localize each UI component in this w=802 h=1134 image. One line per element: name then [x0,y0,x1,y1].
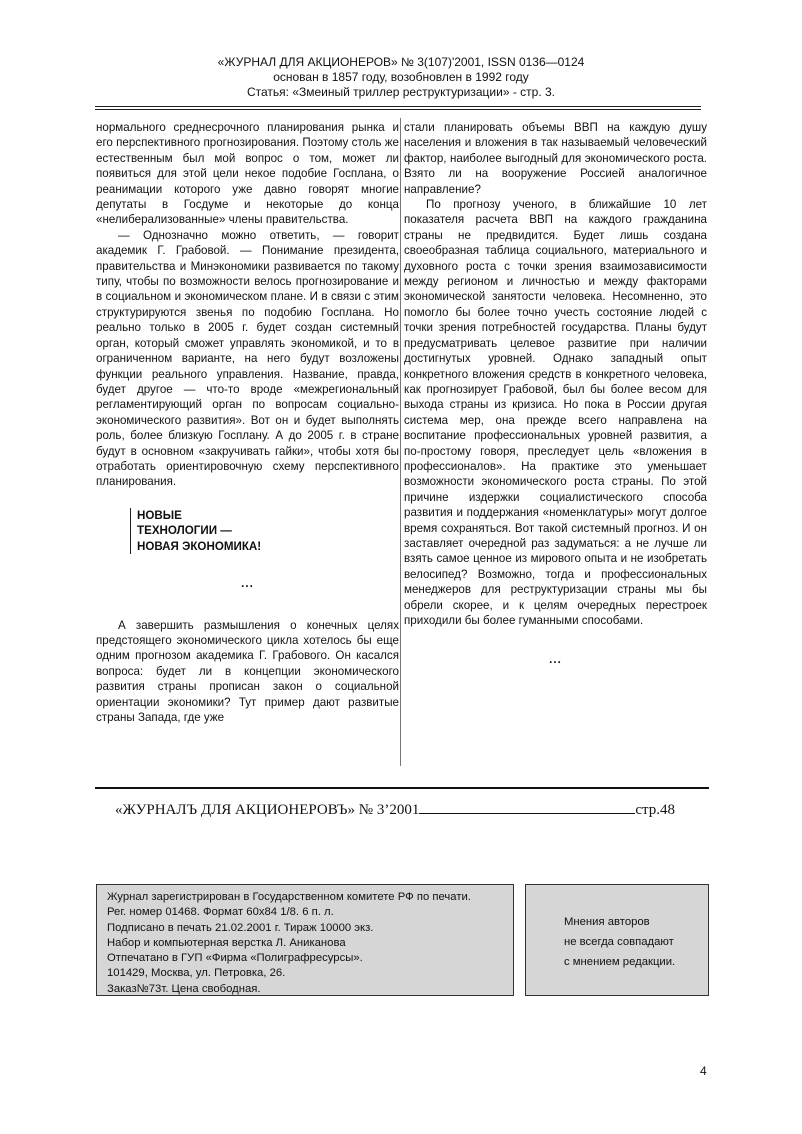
imprint-line: Подписано в печать 21.02.2001 г. Тираж 10000 экз. [107,921,374,934]
heading-line: НОВЫЕ [137,508,182,522]
header-journal-line: «ЖУРНАЛ ДЛЯ АКЦИОНЕРОВ» № 3(107)'2001, ISSN 0136—0124 [217,55,585,69]
journal-header [0,55,802,100]
footer-fill-line [419,799,635,814]
imprint-line: Заказ№73т. Цена свободная. [107,982,261,995]
footer-page-number: стр.48 [635,802,675,818]
imprint-line: Набор и компьютерная верстка Л. Аниканова [107,936,346,949]
page-number: 4 [700,1064,707,1078]
imprint-line: 101429, Москва, ул. Петровка, 26. [107,967,286,980]
journal-footer [115,799,675,819]
paragraph: А завершить размышления о конечных целях предстоящего экономического цикла хотелось бы еще одним прогнозом академика Г. Грабового. Он касался вопроса: будет ли в концепции экономического развития страны прописан закон о социальной ориентации экономики? Тут пример дают развитые страны Запада, где уже [96,618,399,725]
header-article-line: Статья: «Змеиный триллер реструктуризации» - стр. 3. [246,85,556,99]
disclaimer-line: с мнением редакции. [564,956,676,968]
imprint-line: Отпечатано в ГУП «Фирма «Полиграфресурсы». [107,952,363,965]
paragraph: — Однозначно можно ответить, — говорит академик Г. Грабовой. — Понимание президента, правительства и Минэкономики развивается по такому типу, чтобы по возможности велось прогнозирование и в социальном и экономическом плане. И в связи с этим структурируются звенья по подобию Госплана. Но реально только в 2005 г. будет создан системный орган, который сможет управлять экономикой, и то в ограниченном варианте, на него будут возложены функции реального управления. Название, правда, будет другое — что-то вроде «межрегиональный регламентирующий орган по вопросам социально-экономического развития». Вот он и будет выполнять роль, более близкую Госплану. А до 2005 г. в стране будут в основном «закручивать гайки», чтобы хотя бы отработать ориентировочную схему перспективного планирования. [96,228,399,489]
imprint-box [96,884,514,996]
section-ellipsis: ... [549,653,562,667]
paragraph: нормального среднесрочного планирования рынка и его перспективного прогнозирования. Поэтому столь же естественным был мой вопрос о том, может ли появиться для этой цели некое подобие Госплана, о реанимации которого уже давно говорят многие депутаты в Госдуме и некоторые до конца «нелиберализованные» члены правительства. [96,121,399,227]
left-column [96,120,399,726]
column-divider [400,118,401,766]
paragraph: стали планировать объемы ВВП на каждую душу населения и вложения в так называемый человеческий фактор, наиболее выгодный для экономического роста. Взято ли на вооружение Россией аналогичное направление? [404,121,707,196]
disclaimer-box [525,884,709,996]
header-founded-line: основан в 1857 году, возобновлен в 1992 году [273,70,529,84]
right-column [404,120,707,668]
section-ellipsis: ... [241,577,254,591]
footer-rule [95,787,709,789]
heading-line: НОВАЯ ЭКОНОМИКА! [137,539,262,553]
header-rule-bottom [95,109,701,110]
paragraph: По прогнозу ученого, в ближайшие 10 лет показателя расчета ВВП на каждого гражданина страны не предвидится. Будет лишь создана своеобразная таблица социального, материального и духовного роста с точки зрения взаимозависимости между регионом и личностью и между факторами экономической занятости человека. Несомненно, это помогло бы более точно учесть состояние людей с точки зрения потребностей государства. Планы будут предусматривать целевое развитие при наличии достигнутых уровней. Однако западный опыт конкретного вложения средств в конкретного человека, как прогнозирует Грабовой, был бы более весом для выхода страны из кризиса. Но пока в России другая система мер, она прежде всего направлена на воспитание профессиональных уровней развития, а по-простому говоря, преследует цель «вложения в профессионалов». На практике это уменьшает возможности экономического роста страны. По этой причине издержки социалистического способа развития и поддержания «номенклатуры» могут долгое время сохраняться. Вот такой системный прогноз. И он заставляет очередной раз задуматься: а не лучше ли взять самое ценное из мирового опыта и не изобретать велосипед? Возможно, тогда и профессиональных менеджеров для реструктуризации страны мы бы обрели скорее, и к целям очередных перестроек приходили бы более гуманными способами. [404,198,707,627]
heading-line: ТЕХНОЛОГИИ — [137,524,232,538]
header-rule-top [95,106,701,107]
imprint-line: Журнал зарегистрирован в Государственном комитете РФ по печати. [107,891,471,903]
disclaimer-line: Мнения авторов [564,916,650,928]
footer-journal-name: «ЖУРНАЛЪ ДЛЯ АКЦИОНЕРОВЪ» № 3’2001 [115,802,420,818]
section-heading [130,508,399,555]
imprint-line: Рег. номер 01468. Формат 60х84 1/8. 6 п. л. [107,906,334,919]
disclaimer-line: не всегда совпадают [564,936,674,948]
